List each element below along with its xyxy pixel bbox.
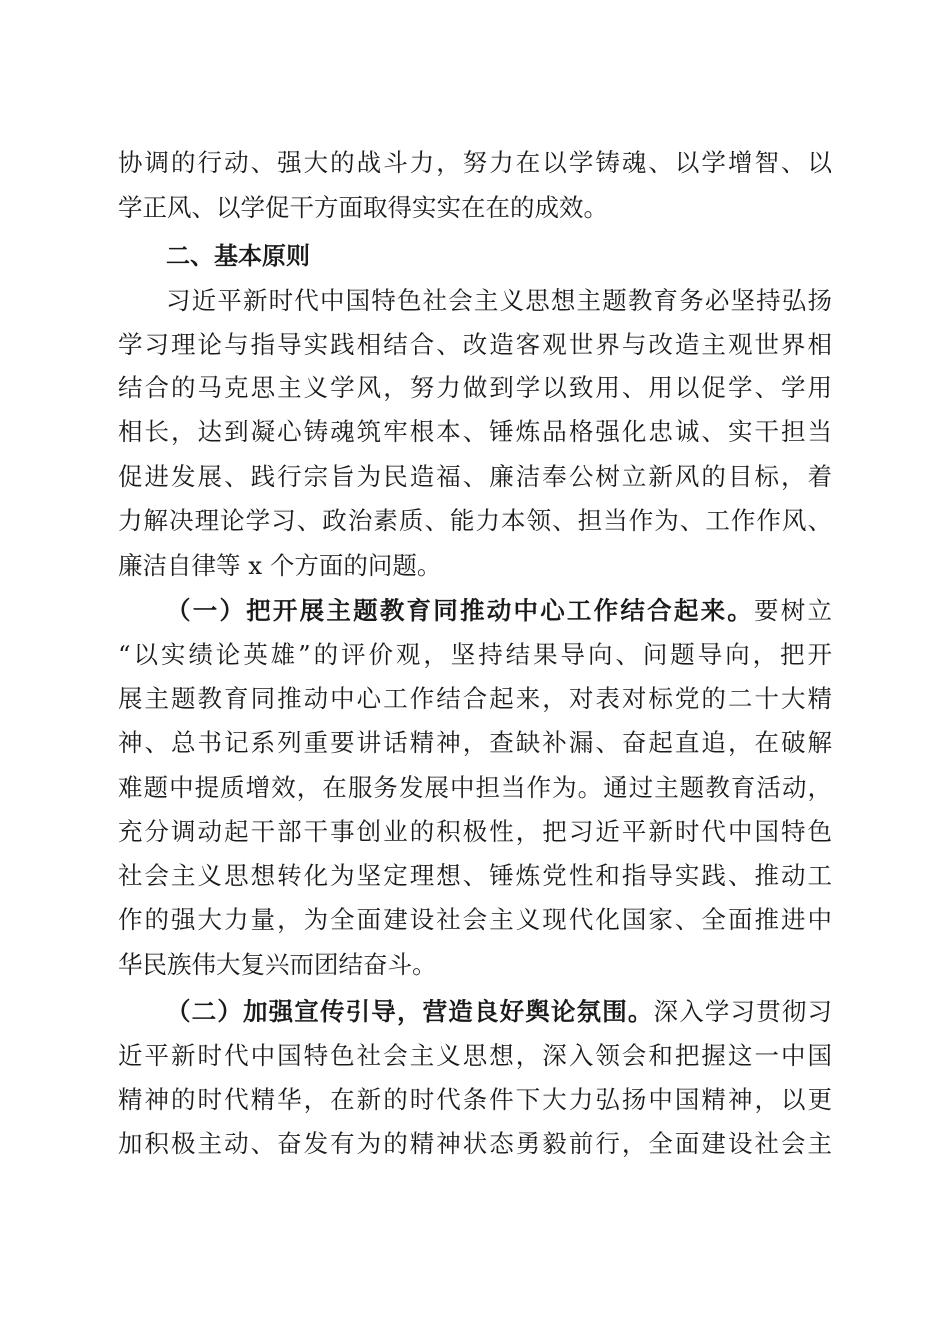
paragraph-line: 结合的马克思主义学风，努力做到学以致用、用以促学、学用 [118,373,832,402]
paragraph-line: 精神的时代精华，在新的时代条件下大力弘扬中国精神，以更 [118,1085,832,1114]
paragraph-line [166,589,832,633]
paragraph-line: 华民族伟大复兴而团结奋斗。 [118,950,437,979]
paragraph-line [166,990,832,1034]
section-heading: 二、基本原则 [166,242,310,270]
paragraph-line: 学习理论与指导实践相结合、改造客观世界与改造主观世界相 [118,330,832,359]
subheading-1: （一）把开展主题教育同推动中心工作结合起来。 [166,596,755,625]
subheading-2: （二）加强宣传引导，营造良好舆论氛围。 [166,997,654,1026]
paragraph-line: “以实绩论英雄”的评价观，坚持结果导向、问题导向，把开 [118,640,832,669]
paragraph-text: 要树立 [754,596,832,625]
paragraph-line: 展主题教育同推动中心工作结合起来，对表对标党的二十大精 [118,684,832,713]
paragraph-line: 加积极主动、奋发有为的精神状态勇毅前行，全面建设社会主 [118,1129,832,1158]
paragraph-line: 作的强大力量，为全面建设社会主义现代化国家、全面推进中 [118,905,832,934]
paragraph-line: 相长，达到凝心铸魂筑牢根本、锤炼品格强化忠诚、实干担当 [118,417,832,446]
paragraph-line: 社会主义思想转化为坚定理想、锤炼党性和指导实践、推动工 [118,861,832,890]
paragraph-line: 协调的行动、强大的战斗力，努力在以学铸魂、以学增智、以 [118,148,832,177]
paragraph-line: 神、总书记系列重要讲话精神，查缺补漏、奋起直追，在破解 [118,728,832,757]
paragraph-line: 充分调动起干部干事创业的积极性，把习近平新时代中国特色 [118,817,832,846]
paragraph-line: 廉洁自律等 x 个方面的问题。 [118,551,442,580]
paragraph-line: 学正风、以学促干方面取得实实在在的成效。 [118,193,608,222]
paragraph-line: 近平新时代中国特色社会主义思想，深入领会和把握这一中国 [118,1041,832,1070]
paragraph-line: 力解决理论学习、政治素质、能力本领、担当作为、工作作风、 [118,506,832,535]
paragraph-line: 难题中提质增效，在服务发展中担当作为。通过主题教育活动， [118,773,832,802]
paragraph-line: 促进发展、践行宗旨为民造福、廉洁奉公树立新风的目标，着 [118,462,832,491]
paragraph-line: 习近平新时代中国特色社会主义思想主题教育务必坚持弘扬 [166,286,832,315]
paragraph-text: 深入学习贯彻习 [653,997,832,1026]
